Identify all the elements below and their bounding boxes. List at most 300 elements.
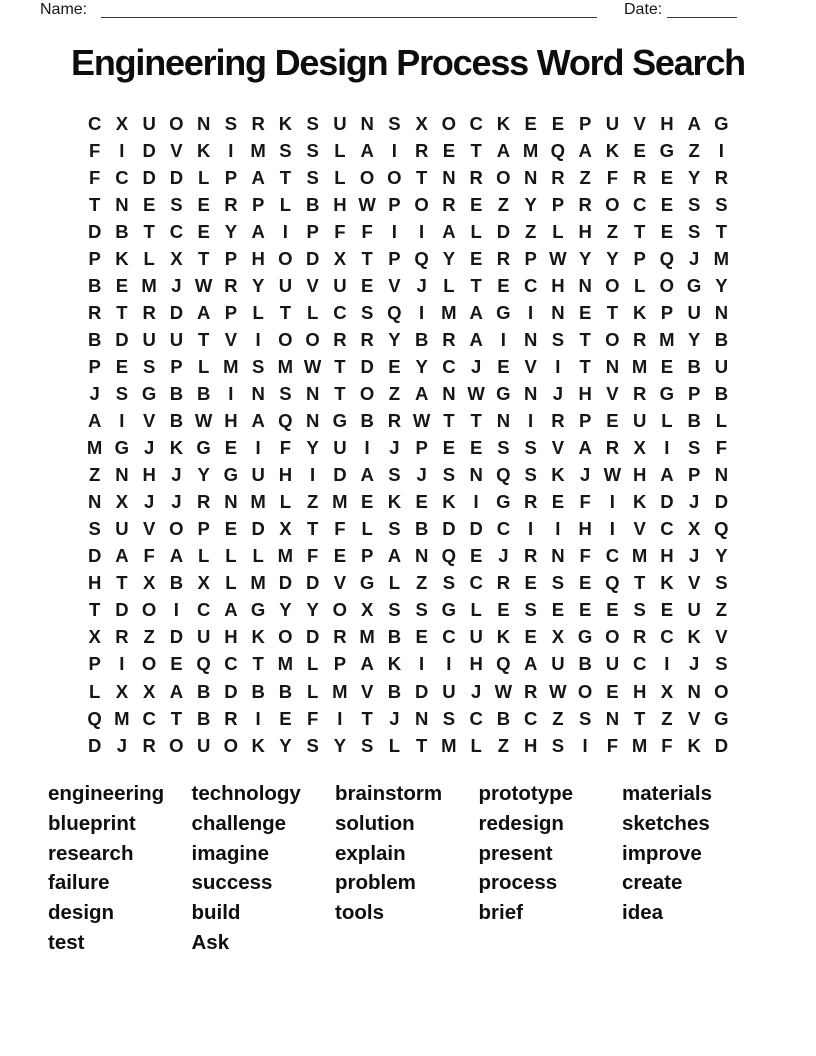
grid-letter-r16c14: D	[442, 518, 456, 540]
word-list-item-brainstorm: brainstorm	[335, 782, 443, 805]
grid-letter-r4c13: O	[414, 193, 429, 215]
grid-letter-r19c10: O	[332, 599, 348, 621]
grid-letter-r15c2: X	[115, 491, 129, 513]
grid-letter-r12c19: P	[578, 410, 592, 432]
grid-letter-r22c16: W	[494, 680, 513, 702]
grid-letter-r24c11: S	[360, 734, 374, 756]
grid-letter-r16c20: I	[609, 518, 615, 540]
grid-letter-r3c14: N	[442, 166, 456, 188]
grid-letter-r15c23: J	[688, 491, 700, 513]
grid-letter-r7c21: L	[633, 274, 646, 296]
grid-letter-r2c3: D	[142, 139, 156, 161]
grid-letter-r17c1: D	[87, 545, 102, 567]
grid-letter-r5c7: A	[251, 220, 265, 242]
grid-letter-r12c18: R	[551, 410, 565, 432]
grid-letter-r1c15: C	[469, 112, 483, 134]
grid-letter-r2c16: A	[496, 139, 511, 161]
grid-letter-r2c14: E	[442, 139, 456, 161]
grid-letter-r9c11: R	[360, 328, 374, 350]
grid-letter-r24c9: S	[306, 734, 319, 756]
grid-letter-r23c7: I	[255, 707, 261, 729]
grid-letter-r16c11: L	[361, 518, 373, 540]
grid-letter-r3c12: O	[387, 166, 402, 188]
grid-letter-r8c22: P	[660, 301, 674, 323]
grid-letter-r18c18: S	[551, 572, 565, 594]
grid-letter-r5c20: Z	[606, 220, 619, 242]
grid-letter-r13c20: R	[605, 437, 620, 459]
grid-letter-r5c14: A	[442, 220, 456, 242]
grid-letter-r11c6: I	[228, 382, 234, 404]
grid-letter-r9c19: T	[579, 328, 591, 350]
grid-letter-r13c11: I	[364, 437, 370, 459]
grid-letter-r14c24: N	[714, 464, 729, 486]
grid-letter-r17c19: F	[579, 545, 591, 567]
grid-letter-r15c13: E	[415, 491, 428, 513]
grid-letter-r1c16: K	[496, 112, 511, 134]
grid-letter-r9c22: M	[659, 328, 675, 350]
grid-letter-r23c6: R	[224, 707, 238, 729]
grid-letter-r14c4: J	[171, 464, 182, 486]
grid-letter-r21c8: M	[277, 653, 294, 675]
grid-letter-r23c17: C	[523, 707, 538, 729]
grid-letter-r22c13: D	[414, 680, 429, 702]
grid-letter-r13c16: S	[497, 437, 510, 459]
grid-letter-r19c12: S	[388, 599, 401, 621]
word-list-item-technology: technology	[191, 782, 301, 805]
grid-letter-r20c23: K	[687, 626, 701, 648]
grid-letter-r17c22: H	[660, 545, 674, 567]
grid-letter-r20c2: R	[115, 626, 129, 648]
grid-letter-r1c5: N	[196, 112, 211, 134]
grid-letter-r24c10: Y	[333, 734, 347, 756]
grid-letter-r12c3: V	[142, 410, 156, 432]
grid-letter-r2c2: I	[119, 139, 125, 161]
grid-letter-r18c2: T	[116, 572, 128, 594]
word-list-item-create: create	[622, 871, 683, 895]
grid-letter-r6c1: P	[88, 247, 101, 269]
grid-letter-r17c3: F	[143, 545, 155, 567]
grid-letter-r21c23: J	[688, 653, 700, 675]
grid-letter-r23c20: N	[605, 707, 620, 729]
grid-letter-r2c18: Q	[550, 139, 566, 161]
grid-letter-r5c3: T	[143, 220, 155, 242]
grid-letter-r16c6: E	[224, 518, 238, 540]
grid-letter-r14c11: A	[360, 464, 374, 486]
grid-letter-r7c11: E	[360, 274, 374, 296]
grid-letter-r20c21: R	[632, 626, 647, 648]
grid-letter-r3c23: Y	[687, 166, 701, 188]
grid-letter-r4c19: R	[578, 193, 592, 215]
grid-letter-r22c1: L	[88, 680, 101, 702]
grid-letter-r12c10: G	[332, 410, 348, 432]
grid-letter-r13c15: E	[469, 437, 483, 459]
grid-letter-r11c11: O	[359, 382, 375, 404]
grid-letter-r12c9: N	[305, 410, 320, 432]
grid-letter-r5c4: C	[169, 220, 184, 242]
grid-letter-r16c19: H	[578, 518, 592, 540]
grid-letter-r1c23: A	[687, 112, 701, 134]
grid-letter-r7c6: R	[224, 274, 238, 296]
word-list-column-1	[48, 779, 192, 958]
grid-letter-r17c7: L	[252, 545, 264, 567]
word-list-item-research: research	[48, 841, 134, 865]
grid-letter-r7c18: H	[551, 274, 565, 296]
grid-letter-r9c14: R	[442, 328, 456, 350]
grid-letter-r6c14: Y	[442, 247, 456, 269]
grid-letter-r11c16: G	[496, 382, 511, 404]
grid-letter-r3c20: F	[606, 166, 619, 188]
grid-letter-r19c16: E	[497, 599, 510, 621]
grid-letter-r16c22: C	[660, 518, 674, 540]
grid-letter-r8c15: A	[469, 301, 483, 323]
word-list-column-4	[479, 779, 623, 958]
grid-letter-r4c9: B	[305, 193, 320, 215]
grid-letter-r11c19: H	[578, 382, 592, 404]
grid-letter-r22c9: L	[306, 680, 319, 702]
grid-letter-r6c20: Y	[606, 247, 619, 269]
grid-letter-r4c8: L	[279, 193, 292, 215]
grid-letter-r15c15: I	[473, 491, 479, 513]
grid-letter-r5c15: L	[470, 220, 482, 242]
grid-letter-r22c19: O	[577, 680, 593, 702]
word-list-item-failure: failure	[48, 871, 110, 895]
grid-letter-r19c11: X	[360, 599, 374, 621]
grid-letter-r17c6: L	[225, 545, 237, 567]
grid-letter-r7c10: U	[333, 274, 347, 296]
grid-letter-r15c12: K	[387, 491, 402, 513]
grid-letter-r3c2: C	[115, 166, 129, 188]
grid-letter-r1c10: U	[333, 112, 347, 134]
grid-letter-r10c9: W	[303, 355, 322, 377]
grid-letter-r9c16: I	[500, 328, 506, 350]
grid-letter-r24c24: D	[714, 734, 729, 756]
grid-letter-r16c2: U	[115, 518, 129, 540]
grid-letter-r8c1: R	[87, 301, 102, 323]
grid-letter-r9c15: A	[469, 328, 483, 350]
grid-letter-r13c18: V	[551, 437, 565, 459]
grid-letter-r4c23: S	[687, 193, 701, 215]
grid-letter-r17c24: Y	[715, 545, 728, 567]
word-list-item-imagine: imagine	[191, 841, 269, 865]
grid-letter-r16c4: O	[169, 518, 184, 540]
grid-letter-r2c9: S	[306, 139, 319, 161]
grid-letter-r23c13: N	[414, 707, 429, 729]
grid-letter-r18c3: X	[142, 572, 156, 594]
grid-letter-r2c22: G	[659, 139, 675, 161]
grid-letter-r24c5: U	[196, 734, 211, 756]
grid-letter-r23c3: C	[142, 707, 156, 729]
grid-letter-r1c11: N	[360, 112, 374, 134]
grid-letter-r17c13: N	[414, 545, 429, 567]
grid-letter-r10c22: E	[660, 355, 674, 377]
grid-letter-r5c2: B	[115, 220, 129, 242]
grid-letter-r19c18: E	[551, 599, 565, 621]
grid-letter-r5c12: I	[391, 220, 397, 242]
grid-letter-r8c20: T	[606, 301, 619, 323]
grid-letter-r6c17: P	[524, 247, 537, 269]
grid-letter-r21c15: H	[469, 653, 483, 675]
grid-letter-r21c12: K	[387, 653, 402, 675]
grid-letter-r23c1: Q	[87, 707, 102, 729]
grid-letter-r8c24: N	[714, 301, 729, 323]
grid-letter-r2c15: T	[470, 139, 482, 161]
grid-letter-r15c9: Z	[306, 491, 319, 513]
grid-letter-r19c23: U	[687, 599, 701, 621]
grid-letter-r9c1: B	[87, 328, 102, 350]
grid-letter-r14c19: J	[579, 464, 591, 486]
grid-letter-r22c21: H	[632, 680, 647, 702]
grid-letter-r20c20: O	[605, 626, 620, 648]
grid-letter-r24c21: M	[631, 734, 648, 756]
grid-letter-r1c14: O	[441, 112, 457, 134]
grid-letter-r2c19: A	[578, 139, 592, 161]
grid-letter-r5c22: E	[660, 220, 674, 242]
grid-letter-r10c13: Y	[415, 355, 428, 377]
grid-letter-r6c12: P	[388, 247, 401, 269]
grid-letter-r18c7: M	[250, 572, 266, 594]
word-list-item-problem: problem	[335, 871, 416, 895]
grid-letter-r4c6: R	[224, 193, 238, 215]
grid-letter-r2c11: A	[360, 139, 374, 161]
word-list-item-solution: solution	[335, 811, 415, 835]
grid-letter-r14c10: D	[333, 464, 347, 486]
grid-letter-r6c13: Q	[414, 247, 429, 269]
grid-letter-r1c9: S	[306, 112, 319, 134]
grid-letter-r11c17: N	[523, 382, 538, 404]
grid-letter-r24c20: F	[606, 734, 619, 756]
word-list-item-blueprint: blueprint	[48, 811, 136, 835]
grid-letter-r8c6: P	[224, 301, 238, 323]
grid-letter-r18c16: R	[496, 572, 511, 594]
grid-letter-r17c12: A	[387, 545, 402, 567]
grid-letter-r2c23: Z	[688, 139, 700, 161]
grid-letter-r9c18: S	[551, 328, 565, 350]
grid-letter-r21c4: E	[170, 653, 183, 675]
grid-letter-r13c24: F	[715, 437, 728, 459]
grid-letter-r15c24: D	[714, 491, 729, 513]
grid-letter-r5c5: E	[197, 220, 210, 242]
grid-letter-r1c24: G	[714, 112, 729, 134]
grid-letter-r7c12: V	[388, 274, 401, 296]
grid-letter-r17c10: E	[333, 545, 347, 567]
grid-letter-r20c11: M	[359, 626, 375, 648]
grid-letter-r13c14: E	[442, 437, 456, 459]
grid-letter-r3c9: S	[306, 166, 319, 188]
grid-letter-r12c4: B	[169, 410, 184, 432]
grid-letter-r13c8: F	[279, 437, 292, 459]
grid-letter-r19c4: I	[173, 599, 179, 621]
grid-letter-r23c24: G	[714, 707, 729, 729]
grid-letter-r7c7: Y	[251, 274, 265, 296]
grid-letter-r22c3: X	[142, 680, 156, 702]
grid-letter-r10c6: M	[223, 355, 239, 377]
grid-letter-r20c18: X	[551, 626, 565, 648]
grid-letter-r19c1: T	[88, 599, 101, 621]
grid-letter-r8c17: I	[528, 301, 534, 323]
grid-letter-r6c23: J	[688, 247, 700, 269]
grid-letter-r14c15: N	[469, 464, 483, 486]
word-list-item-success: success	[191, 871, 273, 895]
grid-letter-r16c13: B	[414, 518, 429, 540]
grid-letter-r1c7: R	[251, 112, 265, 134]
grid-letter-r7c15: T	[470, 274, 482, 296]
grid-letter-r7c20: O	[605, 274, 620, 296]
grid-letter-r10c24: U	[714, 355, 729, 377]
grid-letter-r18c20: Q	[605, 572, 620, 594]
grid-letter-r5c6: Y	[224, 220, 238, 242]
grid-letter-r13c19: A	[578, 437, 592, 459]
grid-letter-r5c19: H	[578, 220, 592, 242]
grid-letter-r3c16: O	[496, 166, 511, 188]
grid-letter-r10c2: E	[115, 355, 129, 377]
grid-letter-r9c3: U	[142, 328, 156, 350]
grid-letter-r3c24: R	[714, 166, 729, 188]
grid-letter-r19c2: D	[115, 599, 129, 621]
grid-letter-r8c11: S	[360, 301, 374, 323]
grid-letter-r3c13: T	[415, 166, 428, 188]
grid-letter-r9c7: I	[255, 328, 261, 350]
grid-letter-r12c6: H	[224, 410, 238, 432]
grid-letter-r4c15: E	[469, 193, 483, 215]
grid-letter-r6c10: X	[333, 247, 347, 269]
grid-letter-r18c15: C	[469, 572, 483, 594]
grid-letter-r12c2: I	[119, 410, 125, 432]
grid-letter-r6c19: Y	[578, 247, 592, 269]
grid-letter-r10c23: B	[687, 355, 701, 377]
grid-letter-r4c2: N	[115, 193, 129, 215]
grid-letter-r17c20: C	[605, 545, 620, 567]
grid-letter-r8c18: N	[551, 301, 565, 323]
grid-letter-r2c20: K	[605, 139, 620, 161]
grid-letter-r15c5: R	[196, 491, 211, 513]
grid-letter-r5c9: P	[306, 220, 319, 242]
grid-letter-r9c23: Y	[687, 328, 701, 350]
grid-letter-r24c3: R	[142, 734, 156, 756]
grid-letter-r17c16: J	[498, 545, 509, 567]
grid-letter-r22c11: V	[360, 680, 374, 702]
date-label: Date:	[624, 1, 663, 18]
grid-letter-r10c3: S	[142, 355, 156, 377]
grid-letter-r23c11: T	[361, 707, 373, 729]
grid-letter-r21c21: C	[632, 653, 647, 675]
grid-letter-r10c19: T	[579, 355, 591, 377]
grid-letter-r12c20: E	[606, 410, 619, 432]
grid-letter-r20c3: Z	[143, 626, 155, 648]
grid-letter-r15c4: J	[171, 491, 182, 513]
grid-letter-r15c3: J	[143, 491, 155, 513]
grid-letter-r2c10: L	[334, 139, 346, 161]
grid-letter-r23c12: J	[389, 707, 400, 729]
grid-letter-r19c5: C	[196, 599, 211, 621]
grid-letter-r19c14: G	[441, 599, 457, 621]
grid-letter-r14c8: H	[278, 464, 293, 486]
grid-letter-r14c1: Z	[88, 464, 101, 486]
grid-letter-r1c18: E	[551, 112, 565, 134]
grid-letter-r19c17: S	[524, 599, 537, 621]
grid-letter-r22c8: B	[278, 680, 293, 702]
grid-letter-r9c4: U	[169, 328, 184, 350]
grid-letter-r22c18: W	[549, 680, 567, 702]
grid-letter-r10c17: V	[524, 355, 537, 377]
grid-letter-r17c18: N	[551, 545, 565, 567]
grid-letter-r21c3: O	[141, 653, 157, 675]
grid-letter-r4c24: S	[715, 193, 728, 215]
grid-letter-r16c5: P	[197, 518, 210, 540]
grid-letter-r15c14: K	[442, 491, 456, 513]
word-list	[48, 779, 766, 958]
grid-letter-r15c1: N	[87, 491, 102, 513]
grid-letter-r4c3: E	[142, 193, 156, 215]
grid-letter-r9c9: O	[305, 328, 320, 350]
grid-letter-r5c17: Z	[524, 220, 537, 242]
grid-letter-r18c10: V	[333, 572, 347, 594]
grid-letter-r7c22: O	[659, 274, 675, 296]
word-list-item-ask: Ask	[191, 930, 230, 954]
grid-letter-r21c20: U	[605, 653, 620, 675]
grid-letter-r3c19: Z	[579, 166, 591, 188]
grid-letter-r18c24: S	[715, 572, 728, 594]
grid-letter-r17c5: L	[197, 545, 210, 567]
grid-letter-r5c13: I	[419, 220, 425, 242]
grid-letter-r24c22: F	[661, 734, 673, 756]
grid-letter-r22c12: B	[387, 680, 402, 702]
grid-letter-r10c1: P	[88, 355, 101, 377]
grid-letter-r14c5: Y	[197, 464, 210, 486]
grid-letter-r12c12: R	[387, 410, 402, 432]
grid-letter-r20c9: D	[305, 626, 320, 648]
grid-letter-r12c22: L	[661, 410, 673, 432]
grid-letter-r12c5: W	[194, 410, 213, 432]
grid-letter-r4c14: R	[442, 193, 456, 215]
grid-letter-r1c4: O	[169, 112, 184, 134]
grid-letter-r16c12: S	[388, 518, 401, 540]
grid-letter-r23c15: C	[469, 707, 483, 729]
grid-letter-r11c20: V	[606, 382, 619, 404]
grid-letter-r17c15: E	[469, 545, 483, 567]
grid-letter-r3c18: R	[551, 166, 565, 188]
grid-letter-r17c9: F	[306, 545, 319, 567]
grid-letter-r1c20: U	[605, 112, 620, 134]
grid-letter-r24c16: Z	[497, 734, 510, 756]
grid-letter-r10c11: D	[360, 355, 374, 377]
grid-letter-r12c16: N	[496, 410, 511, 432]
grid-letter-r24c15: L	[470, 734, 482, 756]
grid-letter-r13c13: P	[415, 437, 428, 459]
word-list-item-explain: explain	[335, 841, 406, 865]
grid-letter-r6c8: O	[278, 247, 293, 269]
grid-letter-r6c9: D	[305, 247, 320, 269]
grid-letter-r18c6: L	[225, 572, 237, 594]
grid-letter-r10c20: N	[605, 355, 620, 377]
grid-letter-r22c24: O	[714, 680, 729, 702]
grid-letter-r5c18: L	[552, 220, 564, 242]
grid-letter-r11c7: N	[251, 382, 265, 404]
grid-letter-r6c22: Q	[659, 247, 675, 269]
grid-letter-r3c1: F	[88, 166, 101, 188]
grid-letter-r1c6: S	[224, 112, 238, 134]
word-list-item-build: build	[191, 901, 241, 925]
grid-letter-r1c17: E	[524, 112, 537, 134]
grid-letter-r3c17: N	[523, 166, 538, 188]
grid-letter-r21c14: I	[446, 653, 452, 675]
grid-letter-r18c9: D	[305, 572, 320, 594]
grid-letter-r11c8: S	[279, 382, 292, 404]
word-list-item-prototype: prototype	[478, 782, 574, 805]
word-list-column-3	[335, 779, 479, 958]
grid-letter-r19c13: S	[415, 599, 428, 621]
grid-letter-r7c23: G	[686, 274, 702, 296]
grid-letter-r3c4: D	[169, 166, 184, 188]
